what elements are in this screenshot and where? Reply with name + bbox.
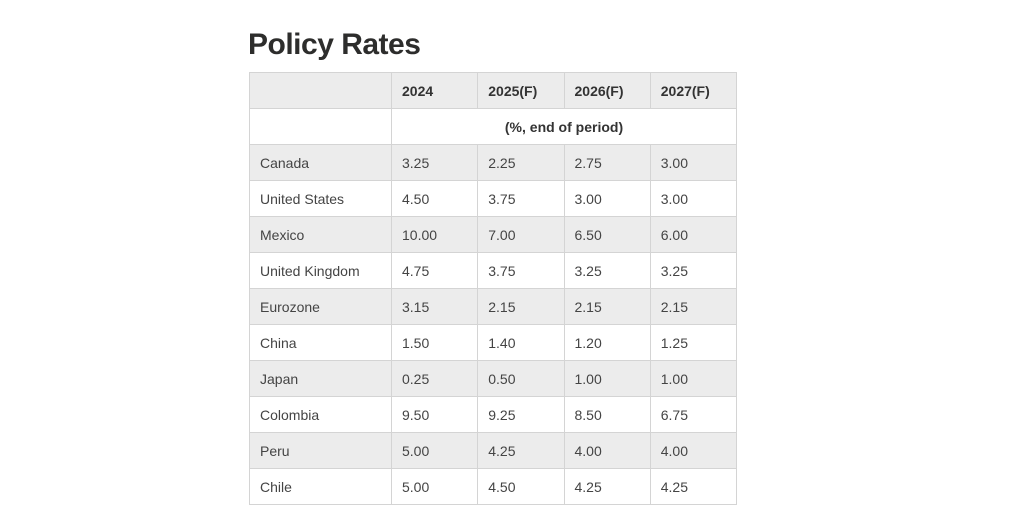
rate-cell: 4.50 bbox=[392, 181, 478, 217]
rate-cell: 3.25 bbox=[650, 253, 736, 289]
country-cell: China bbox=[250, 325, 392, 361]
column-header-2025f: 2025(F) bbox=[478, 73, 564, 109]
rate-cell: 0.25 bbox=[392, 361, 478, 397]
rate-cell: 1.50 bbox=[392, 325, 478, 361]
table-row bbox=[250, 289, 737, 325]
rate-cell: 2.15 bbox=[650, 289, 736, 325]
table-row bbox=[250, 145, 737, 181]
rate-cell: 4.00 bbox=[650, 433, 736, 469]
page-title: Policy Rates bbox=[248, 28, 421, 62]
country-cell: Mexico bbox=[250, 217, 392, 253]
table-row bbox=[250, 325, 737, 361]
rate-cell: 4.25 bbox=[564, 469, 650, 505]
rate-cell: 6.00 bbox=[650, 217, 736, 253]
rate-cell: 3.25 bbox=[564, 253, 650, 289]
rate-cell: 1.00 bbox=[650, 361, 736, 397]
table-body bbox=[250, 145, 737, 505]
rate-cell: 2.25 bbox=[478, 145, 564, 181]
rate-cell: 8.50 bbox=[564, 397, 650, 433]
rate-cell: 5.00 bbox=[392, 469, 478, 505]
table-row bbox=[250, 217, 737, 253]
rate-cell: 4.50 bbox=[478, 469, 564, 505]
country-cell: Japan bbox=[250, 361, 392, 397]
rate-cell: 2.15 bbox=[478, 289, 564, 325]
rate-cell: 10.00 bbox=[392, 217, 478, 253]
rate-cell: 3.25 bbox=[392, 145, 478, 181]
country-cell: United States bbox=[250, 181, 392, 217]
rate-cell: 2.15 bbox=[564, 289, 650, 325]
rate-cell: 4.00 bbox=[564, 433, 650, 469]
country-cell: Canada bbox=[250, 145, 392, 181]
rate-cell: 3.75 bbox=[478, 253, 564, 289]
country-cell: United Kingdom bbox=[250, 253, 392, 289]
rate-cell: 2.75 bbox=[564, 145, 650, 181]
table-row bbox=[250, 433, 737, 469]
country-cell: Peru bbox=[250, 433, 392, 469]
rate-cell: 3.00 bbox=[650, 181, 736, 217]
column-header-2027f: 2027(F) bbox=[650, 73, 736, 109]
table-row bbox=[250, 253, 737, 289]
rate-cell: 3.00 bbox=[564, 181, 650, 217]
country-cell: Chile bbox=[250, 469, 392, 505]
rate-cell: 3.15 bbox=[392, 289, 478, 325]
rate-cell: 6.75 bbox=[650, 397, 736, 433]
table-row bbox=[250, 469, 737, 505]
column-header-2024: 2024 bbox=[392, 73, 478, 109]
unit-row-empty-cell bbox=[250, 109, 392, 145]
table-row bbox=[250, 397, 737, 433]
column-header-2026f: 2026(F) bbox=[564, 73, 650, 109]
policy-rates-table bbox=[249, 72, 737, 505]
rate-cell: 4.25 bbox=[478, 433, 564, 469]
rate-cell: 6.50 bbox=[564, 217, 650, 253]
table-row bbox=[250, 181, 737, 217]
rate-cell: 5.00 bbox=[392, 433, 478, 469]
rate-cell: 1.25 bbox=[650, 325, 736, 361]
rate-cell: 9.25 bbox=[478, 397, 564, 433]
rate-cell: 1.20 bbox=[564, 325, 650, 361]
unit-note: (%, end of period) bbox=[392, 109, 737, 145]
rate-cell: 4.25 bbox=[650, 469, 736, 505]
country-cell: Colombia bbox=[250, 397, 392, 433]
table-row bbox=[250, 361, 737, 397]
rate-cell: 3.75 bbox=[478, 181, 564, 217]
corner-header-cell bbox=[250, 73, 392, 109]
rate-cell: 0.50 bbox=[478, 361, 564, 397]
rate-cell: 9.50 bbox=[392, 397, 478, 433]
rate-cell: 1.40 bbox=[478, 325, 564, 361]
unit-row bbox=[250, 109, 737, 145]
rate-cell: 7.00 bbox=[478, 217, 564, 253]
rate-cell: 4.75 bbox=[392, 253, 478, 289]
table-header-row bbox=[250, 73, 737, 109]
country-cell: Eurozone bbox=[250, 289, 392, 325]
rate-cell: 1.00 bbox=[564, 361, 650, 397]
rate-cell: 3.00 bbox=[650, 145, 736, 181]
